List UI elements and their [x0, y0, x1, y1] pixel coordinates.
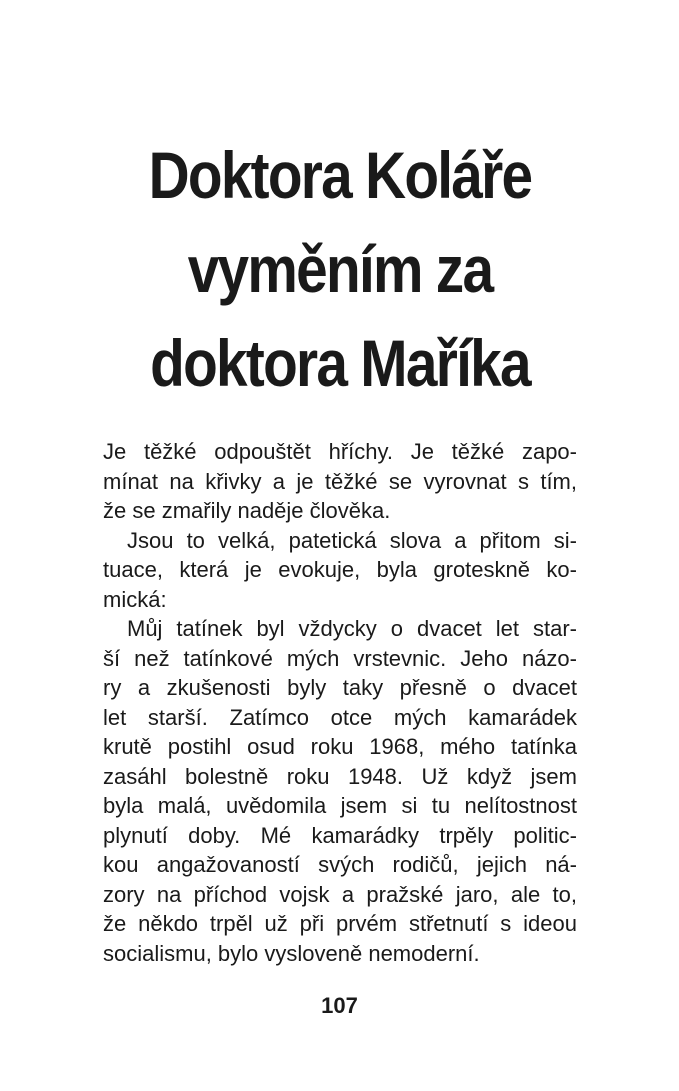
text-line: socialismu, bylo vysloveně nemoderní. [103, 940, 480, 966]
paragraph [103, 437, 577, 526]
text-line: že někdo trpěl už při prvém střetnutí s ideou [103, 911, 577, 936]
chapter-title-line: Doktora Koláře [148, 138, 532, 212]
paragraph [103, 614, 577, 968]
chapter-title-line: doktora Maříka [150, 326, 530, 400]
text-line: let starší. Zatímco otce mých kamarádek [103, 704, 577, 730]
text-line: ší než tatínkové mých vrstevnic. Jeho názo- [103, 645, 577, 671]
text-line: krutě postihl osud roku 1968, mého tatínka [103, 734, 577, 759]
text-line: že se zmařily naděje člověka. [103, 498, 391, 523]
text-line: kou angažovaností svých rodičů, jejich ná- [103, 852, 577, 877]
text-line: ry a zkušenosti byly taky přesně o dvacet [103, 675, 577, 700]
chapter-title-line: vyměním za [187, 232, 493, 306]
text-line: plynutí doby. Mé kamarádky trpěly politic- [103, 822, 577, 848]
page-number: 107 [321, 993, 358, 1018]
body-text [103, 437, 577, 968]
paragraph [103, 526, 577, 615]
text-line: mínat na křivky a je těžké se vyrovnat s tím, [103, 468, 577, 494]
chapter-title [116, 128, 563, 410]
text-line: mická: [103, 586, 167, 612]
text-line: Je těžké odpouštět hříchy. Je těžké zapo- [103, 439, 577, 464]
text-line: Jsou to velká, patetická slova a přitom si- [127, 527, 577, 553]
text-line: Můj tatínek byl vždycky o dvacet let star- [127, 616, 577, 641]
text-line: zasáhl bolestně roku 1948. Už když jsem [103, 763, 577, 789]
text-line: byla malá, uvědomila jsem si tu nelítostnost [103, 793, 577, 818]
text-line: tuace, která je evokuje, byla groteskně ko- [103, 557, 577, 582]
text-line: zory na příchod vojsk a pražské jaro, ale to, [103, 881, 577, 907]
